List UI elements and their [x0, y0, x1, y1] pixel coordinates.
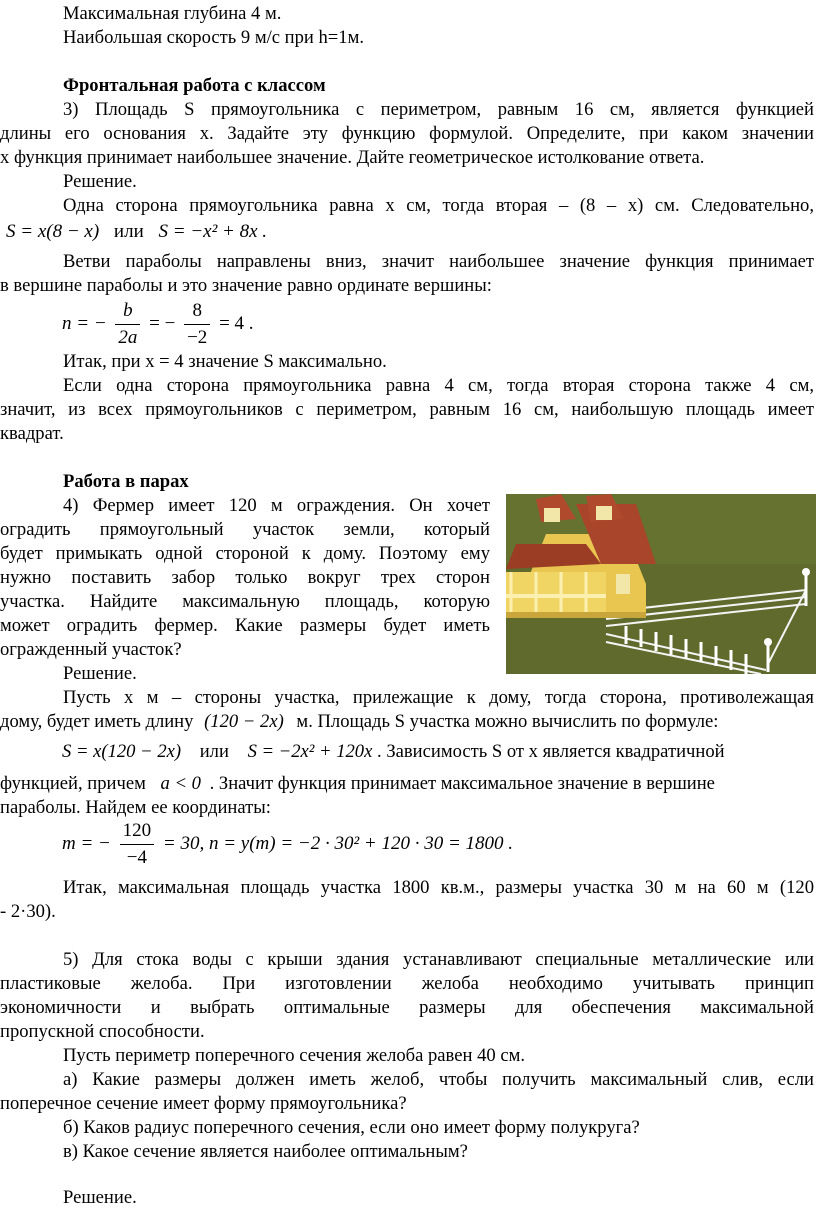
text-line: будет примыкать одной стороной к дому. Поэтому ему	[0, 543, 490, 564]
text-line: 3) Площадь S прямоугольника с периметром, равным 16 см, является функцией	[63, 99, 814, 120]
solution-label: Решение.	[63, 1187, 137, 1208]
text-line: Пусть периметр поперечного сечения желоба равен 40 см.	[63, 1045, 525, 1066]
text-line: Пусть x м – стороны участка, прилежащие к дому, тогда сторона, противолежащая	[63, 687, 814, 708]
text-line: пропускной способности.	[0, 1021, 205, 1042]
text-line: может оградить фермер. Какие размеры будет иметь	[0, 615, 490, 636]
text-line: параболы. Найдем ее координаты:	[0, 797, 271, 818]
text-line: Итак, максимальная площадь участка 1800 кв.м., размеры участка 30 м на 60 м (120	[63, 877, 814, 898]
text-line: квадрат.	[0, 423, 64, 444]
solution-label: Решение.	[63, 663, 137, 684]
text-line: поперечное сечение имеет форму прямоугольника?	[0, 1093, 407, 1114]
formula-area-rectangle: S = x(8 − x) или S = −x² + 8x .	[6, 221, 268, 242]
text-line: x функция принимает наибольшее значение. Дайте геометрическое истолкование ответа.	[0, 147, 705, 168]
text-line: дому, будет иметь длину (120 − 2x) м. Площадь S участка можно вычислить по формуле:	[0, 711, 719, 732]
text-line: Максимальная глубина 4 м.	[63, 3, 282, 24]
text-line: оградить прямоугольный участок земли, который	[0, 519, 490, 540]
section-heading: Фронтальная работа с классом	[63, 75, 326, 96]
formula-vertex-coordinates: m = − $\frac{120}{-4}$ = 30, n = y(m) = −2 · 30² + 120 · 30 = 1800 .	[62, 820, 514, 868]
text-line: Наибольшая скорость 9 м/с при h=1м.	[63, 27, 364, 48]
text-line: 5) Для стока воды с крыши здания устанавливают специальные металлические или	[63, 949, 814, 970]
text-line: пластиковые желоба. При изготовлении желоба необходимо учитывать принцип	[0, 973, 814, 994]
text-line: Одна сторона прямоугольника равна x см, тогда вторая – (8 – x) см. Следовательно,	[63, 195, 814, 216]
text-line: Ветви параболы направлены вниз, значит наибольшее значение функция принимает	[63, 251, 814, 272]
text-line: б) Каков радиус поперечного сечения, если оно имеет форму полукруга?	[63, 1117, 640, 1138]
text-line: Если одна сторона прямоугольника равна 4 см, тогда вторая сторона также 4 см,	[63, 375, 814, 396]
text-line: в) Какое сечение является наиболее оптимальным?	[63, 1141, 468, 1162]
section-heading: Работа в парах	[63, 471, 189, 492]
text-line: S = x(120 − 2x) или S = −2x² + 120x . Зависимость S от x является квадратичной	[62, 741, 725, 762]
text-line: функцией, причем a < 0 . Значит функция принимает максимальное значение в вершине	[0, 773, 715, 794]
text-line: в вершине параболы и это значение равно ординате вершины:	[0, 275, 492, 296]
text-line: - 2·30).	[0, 901, 56, 922]
text-line: Итак, при x = 4 значение S максимально.	[63, 351, 387, 372]
formula-vertex: n = − $\frac{b}{2a}$ = − $\frac{8}{-2}$ = 4 .	[62, 300, 254, 348]
text-line: нужно поставить забор только вокруг трех сторон	[0, 567, 490, 588]
text-line: длины его основания x. Задайте эту функцию формулой. Определите, при каком значении	[0, 123, 814, 144]
text-line: 4) Фермер имеет 120 м ограждения. Он хочет	[63, 495, 490, 516]
text-line: участка. Найдите максимальную площадь, которую	[0, 591, 490, 612]
house-with-fence-image	[506, 494, 816, 674]
formula-area-plot: S = x(120 − 2x)	[62, 741, 182, 762]
text-line: экономичности и выбрать оптимальные размеры для обеспечения максимальной	[0, 997, 814, 1018]
solution-label: Решение.	[63, 171, 137, 192]
text-line: а) Какие размеры должен иметь желоб, чтобы получить максимальный слив, если	[63, 1069, 814, 1090]
text-line: огражденный участок?	[0, 639, 182, 660]
text-line: значит, из всех прямоугольников с периметром, равным 16 см, наибольшую площадь имеет	[0, 399, 814, 420]
